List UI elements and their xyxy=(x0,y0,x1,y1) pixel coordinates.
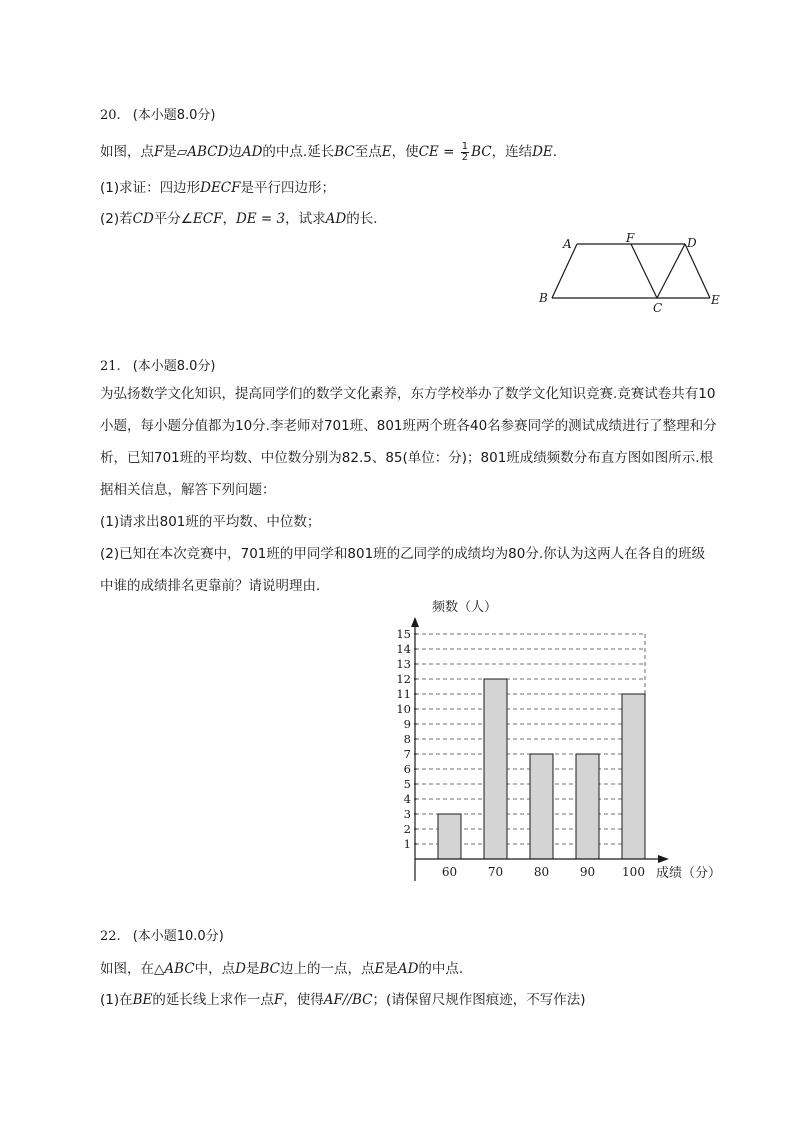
q20-math: F xyxy=(154,144,164,160)
label-b: B xyxy=(539,291,548,305)
q22-text: 是 xyxy=(245,961,260,977)
q20-text: = xyxy=(438,144,459,160)
q20-text: (2)若 xyxy=(100,211,133,227)
y-tick-label: 9 xyxy=(403,717,411,731)
q22-math: AD xyxy=(397,961,419,977)
q20-number: 20. xyxy=(100,108,121,123)
q22-text: 边上的一点，点 xyxy=(279,961,375,977)
q22-math: E xyxy=(374,961,385,977)
q21-body xyxy=(100,378,725,602)
chart-yticks xyxy=(396,627,417,851)
q22-math: D xyxy=(235,961,246,977)
q20-text: 至点 xyxy=(354,144,382,160)
q20-text: 的中点.延长 xyxy=(262,144,335,160)
q20-text: 是▱ xyxy=(163,144,188,160)
q20-math: BC xyxy=(471,144,492,160)
bar-100 xyxy=(622,694,645,859)
q21-number: 21. xyxy=(100,359,121,374)
q21-part1: (1)请求出801班的平均数、中位数； xyxy=(100,514,321,530)
q22-text: 的延长线上求作一点 xyxy=(152,992,274,1008)
q22-math: BE xyxy=(132,992,153,1008)
q21-text-line: 为弘扬数学文化知识，提高同学们的数学文化素养，东方学校举办了数学文化知识竞赛.竞赛试卷共有10 xyxy=(100,386,716,402)
q22-text: 的中点． xyxy=(418,961,473,977)
label-e: E xyxy=(711,293,720,307)
q20-text: 平分∠ xyxy=(153,211,193,227)
q21-text-line: 析，已知701班的平均数、中位数分别为82.5、85(单位：分)；801班成绩频数分布直方图如图所示.根 xyxy=(100,450,714,466)
x-tick-label: 90 xyxy=(579,865,596,879)
q20-text: . xyxy=(552,144,558,160)
segment-ab xyxy=(552,244,577,298)
q20-text: 如图，点 xyxy=(100,144,154,160)
y-tick-label: 6 xyxy=(403,762,411,776)
fraction-denominator: 2 xyxy=(461,151,469,163)
q21-text-line: 小题，每小题分值都为10分.李老师对701班、801班两个班各40名参赛同学的测试成绩进行了整理和分 xyxy=(100,418,717,434)
q20-math: E xyxy=(381,144,392,160)
q20-text: ， xyxy=(222,211,236,227)
y-tick-label: 3 xyxy=(403,807,411,821)
q22-text: (1)在 xyxy=(100,992,133,1008)
y-tick-label: 10 xyxy=(396,702,411,716)
chart-ylabel: 频数（人） xyxy=(432,600,498,615)
q20-text: 是平行四边形； xyxy=(240,180,335,196)
q20-math: CD xyxy=(132,211,154,227)
label-f: F xyxy=(626,231,635,245)
q22-math: ABC xyxy=(164,961,195,977)
q22-text: 是 xyxy=(384,961,398,977)
q22-number: 22. xyxy=(100,929,121,944)
q20-math: DECF xyxy=(200,180,241,196)
q21-part2-line: (2)已知在本次竞赛中，701班的甲同学和801班的乙同学的成绩均为80分.你认为这两人在各自的班级 xyxy=(100,546,706,562)
q20-part2 xyxy=(100,207,387,227)
x-tick-label: 60 xyxy=(441,865,458,879)
q22-text: 如图，在△ xyxy=(100,961,165,977)
q20-text: ，连结 xyxy=(491,144,533,160)
y-tick-label: 15 xyxy=(396,627,411,641)
y-tick-label: 2 xyxy=(403,822,411,836)
y-axis-arrow xyxy=(411,617,419,627)
q21-header xyxy=(100,355,216,374)
q20-math: DE xyxy=(532,144,553,160)
label-c: C xyxy=(653,301,663,315)
q22-math: BC xyxy=(259,961,280,977)
fraction-numerator: 1 xyxy=(461,140,469,152)
x-axis-arrow xyxy=(658,855,669,863)
q22-stem xyxy=(100,957,472,977)
segment-fc xyxy=(631,244,657,298)
x-tick-label: 100 xyxy=(622,865,645,879)
y-tick-label: 8 xyxy=(403,732,411,746)
q22-text: 中，点 xyxy=(194,961,236,977)
q20-text: 边 xyxy=(228,144,242,160)
frequency-histogram xyxy=(370,595,740,890)
bar-80 xyxy=(530,754,553,859)
q20-text: ，使 xyxy=(391,144,419,160)
label-a: A xyxy=(563,237,572,251)
x-tick-label: 70 xyxy=(487,865,504,879)
q20-header xyxy=(100,104,216,123)
y-tick-label: 4 xyxy=(403,792,411,806)
y-tick-label: 14 xyxy=(396,642,411,656)
q22-text: ；(请保留尺规作图痕迹，不写作法) xyxy=(372,992,586,1008)
q21-points: (本小题8.0分) xyxy=(132,359,216,374)
q20-text: ，试求 xyxy=(285,211,326,227)
q22-math: F xyxy=(273,992,284,1008)
q20-math: BC xyxy=(334,144,355,160)
q22-header xyxy=(100,925,224,944)
segment-dc xyxy=(657,244,685,298)
label-d: D xyxy=(687,236,697,250)
q22-text: ，使得 xyxy=(283,992,324,1008)
bar-70 xyxy=(484,679,507,859)
q20-math: AD xyxy=(241,144,263,160)
q20-stem xyxy=(100,140,557,163)
q20-fraction xyxy=(461,142,469,163)
y-tick-label: 13 xyxy=(396,657,411,671)
q22-points: (本小题10.0分) xyxy=(132,929,224,944)
q20-math: AD xyxy=(325,211,347,227)
bar-90 xyxy=(576,754,599,859)
q20-math: CE xyxy=(418,144,439,160)
q20-math: ECF xyxy=(192,211,223,227)
q20-part1 xyxy=(100,176,335,196)
bar-60 xyxy=(438,814,461,859)
segment-de xyxy=(685,244,710,298)
q21-part2-line: 中谁的成绩排名更靠前？请说明理由． xyxy=(100,578,330,594)
q20-figure xyxy=(530,228,730,318)
y-tick-label: 7 xyxy=(403,747,411,761)
y-tick-label: 12 xyxy=(396,672,411,686)
chart-xticks xyxy=(442,865,645,879)
q21-text-line: 据相关信息，解答下列问题： xyxy=(100,482,276,498)
q22-part1 xyxy=(100,988,586,1008)
q22-math: AF//BC xyxy=(323,992,373,1008)
chart-xlabel: 成绩（分） xyxy=(656,866,722,881)
q20-text: (1)求证：四边形 xyxy=(100,180,201,196)
q20-text: 的长． xyxy=(346,211,387,227)
q20-math: ABCD xyxy=(187,144,229,160)
y-tick-label: 11 xyxy=(396,687,411,701)
y-tick-label: 1 xyxy=(403,837,411,851)
q20-points: (本小题8.0分) xyxy=(132,108,216,123)
q20-math: DE = 3 xyxy=(235,211,286,227)
x-tick-label: 80 xyxy=(533,865,550,879)
y-tick-label: 5 xyxy=(403,777,411,791)
